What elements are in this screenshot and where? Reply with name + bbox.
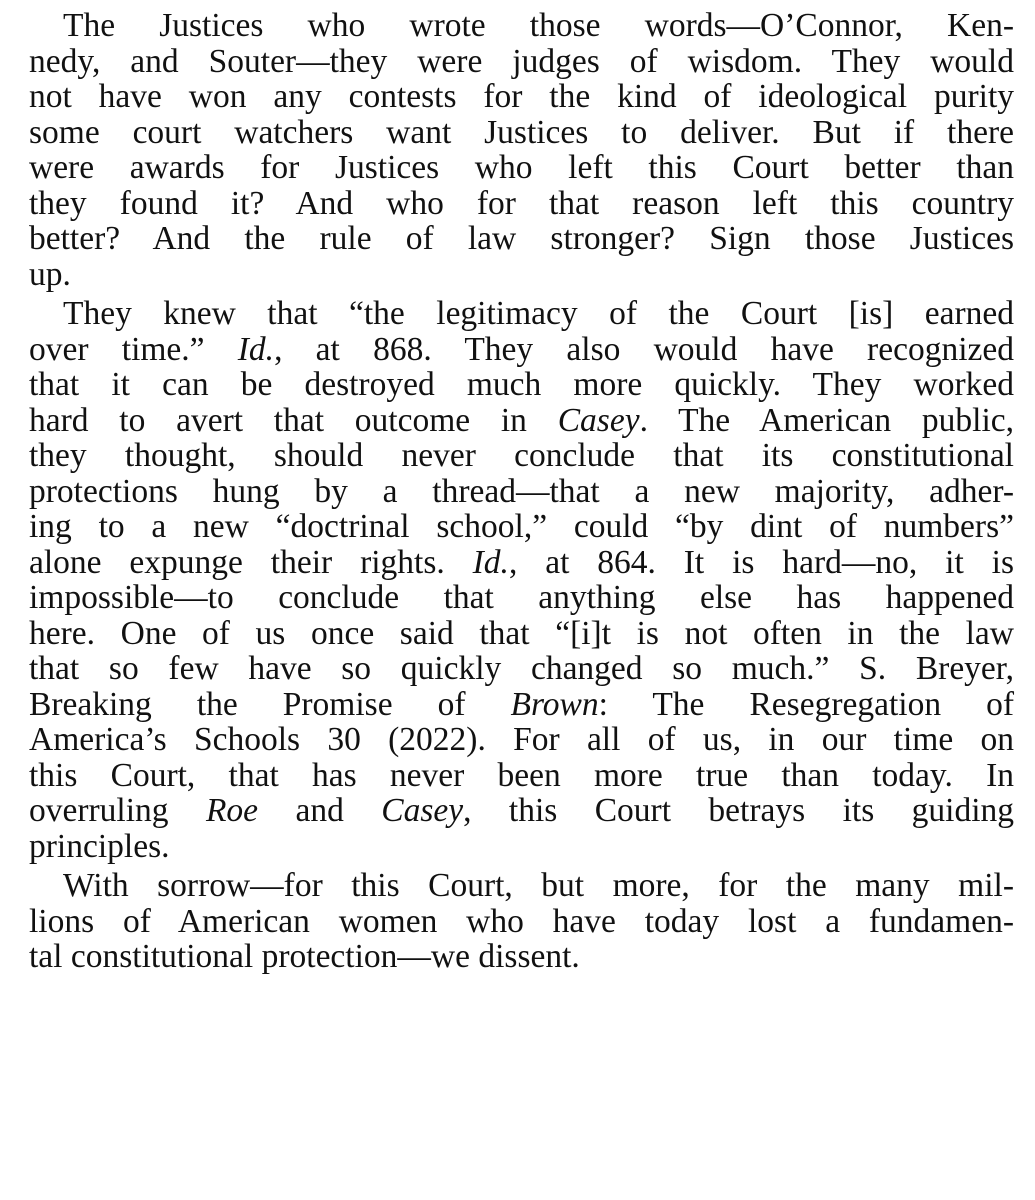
text-segment: hard to avert that outcome in xyxy=(29,401,558,439)
text-line xyxy=(29,687,1014,723)
text-segment: : The Resegregation of xyxy=(598,685,1014,723)
text-segment: With sorrow—for this Court, but more, for the many mil- xyxy=(63,867,1014,904)
text-segment: principles. xyxy=(29,827,170,865)
text-segment: lions of American women who have today lost a fundamen- xyxy=(29,902,1014,940)
text-line xyxy=(29,367,1014,403)
text-segment: and xyxy=(258,792,382,829)
text-segment: some court watchers want Justices to deliver. But if there xyxy=(29,113,1014,151)
text-segment: , this Court betrays its guiding xyxy=(463,792,1015,829)
text-line xyxy=(29,221,1014,257)
text-line xyxy=(29,939,1014,975)
text-segment: were awards for Justices who left this Court better than xyxy=(29,149,1014,186)
text-segment: that it can be destroyed much more quickly. They worked xyxy=(29,366,1014,403)
text-line xyxy=(29,616,1014,652)
text-segment: . The American public, xyxy=(639,401,1014,439)
text-line xyxy=(29,44,1014,80)
text-segment: protections hung by a thread—that a new majority, adher- xyxy=(29,472,1014,510)
text-line xyxy=(29,651,1014,687)
text-line xyxy=(29,580,1014,616)
text-line xyxy=(29,257,1014,293)
text-line xyxy=(29,79,1014,115)
text-line xyxy=(29,509,1014,545)
text-line xyxy=(29,150,1014,186)
text-line xyxy=(29,545,1014,581)
paragraph-justices-wisdom xyxy=(29,8,1014,292)
italic-citation-text: Brown xyxy=(510,685,599,723)
text-segment: impossible—to conclude that anything else has happened xyxy=(29,579,1014,616)
text-line xyxy=(29,868,1014,904)
paragraph-legitimacy-of-court xyxy=(29,296,1014,864)
text-segment: here. One of us once said that “[i]t is not often in the law xyxy=(29,614,1014,652)
text-segment: tal constitutional protection—we dissent. xyxy=(29,938,580,975)
text-segment: not have won any contests for the kind of ideological purity xyxy=(29,78,1014,115)
paragraph-we-dissent xyxy=(29,868,1014,975)
text-segment: They knew that “the legitimacy of the Court [is] earned xyxy=(63,295,1014,332)
text-line xyxy=(29,722,1014,758)
text-segment: , at 868. They also would have recognized xyxy=(274,330,1014,368)
text-line xyxy=(29,186,1014,222)
text-segment: better? And the rule of law stronger? Sign those Justices xyxy=(29,220,1014,257)
text-segment: they found it? And who for that reason left this country xyxy=(29,184,1014,222)
text-segment: up. xyxy=(29,255,71,293)
text-line xyxy=(29,793,1014,829)
italic-citation-text: Casey xyxy=(557,401,640,439)
text-line xyxy=(29,332,1014,368)
text-segment: , at 864. It is hard—no, it is xyxy=(508,543,1014,581)
text-segment: alone expunge their rights. xyxy=(29,543,473,581)
text-segment: they thought, should never conclude that its constitutional xyxy=(29,437,1014,474)
text-line xyxy=(29,403,1014,439)
text-segment: nedy, and Souter—they were judges of wisdom. They would xyxy=(29,42,1014,80)
text-segment: Breaking the Promise of xyxy=(29,685,511,723)
text-line xyxy=(29,8,1014,44)
text-segment: overruling xyxy=(29,792,206,829)
text-line xyxy=(29,438,1014,474)
text-line xyxy=(29,829,1014,865)
text-line xyxy=(29,296,1014,332)
text-segment: that so few have so quickly changed so much.” S. Breyer, xyxy=(29,650,1014,687)
dissent-text-block xyxy=(29,8,1014,975)
text-segment: The Justices who wrote those words—O’Connor, Ken- xyxy=(63,7,1014,44)
text-segment: this Court, that has never been more true than today. In xyxy=(29,756,1014,794)
text-line xyxy=(29,115,1014,151)
italic-citation-text: Casey xyxy=(381,792,464,829)
italic-citation-text: Id. xyxy=(237,330,275,368)
text-segment: America’s Schools 30 (2022). For all of us, in our time on xyxy=(29,721,1014,758)
text-segment: ing to a new “doctrinal school,” could “by dint of numbers” xyxy=(29,508,1014,545)
text-line xyxy=(29,758,1014,794)
text-line xyxy=(29,474,1014,510)
italic-citation-text: Roe xyxy=(205,792,259,829)
text-segment: over time.” xyxy=(29,330,238,368)
text-line xyxy=(29,904,1014,940)
italic-citation-text: Id. xyxy=(472,543,509,581)
